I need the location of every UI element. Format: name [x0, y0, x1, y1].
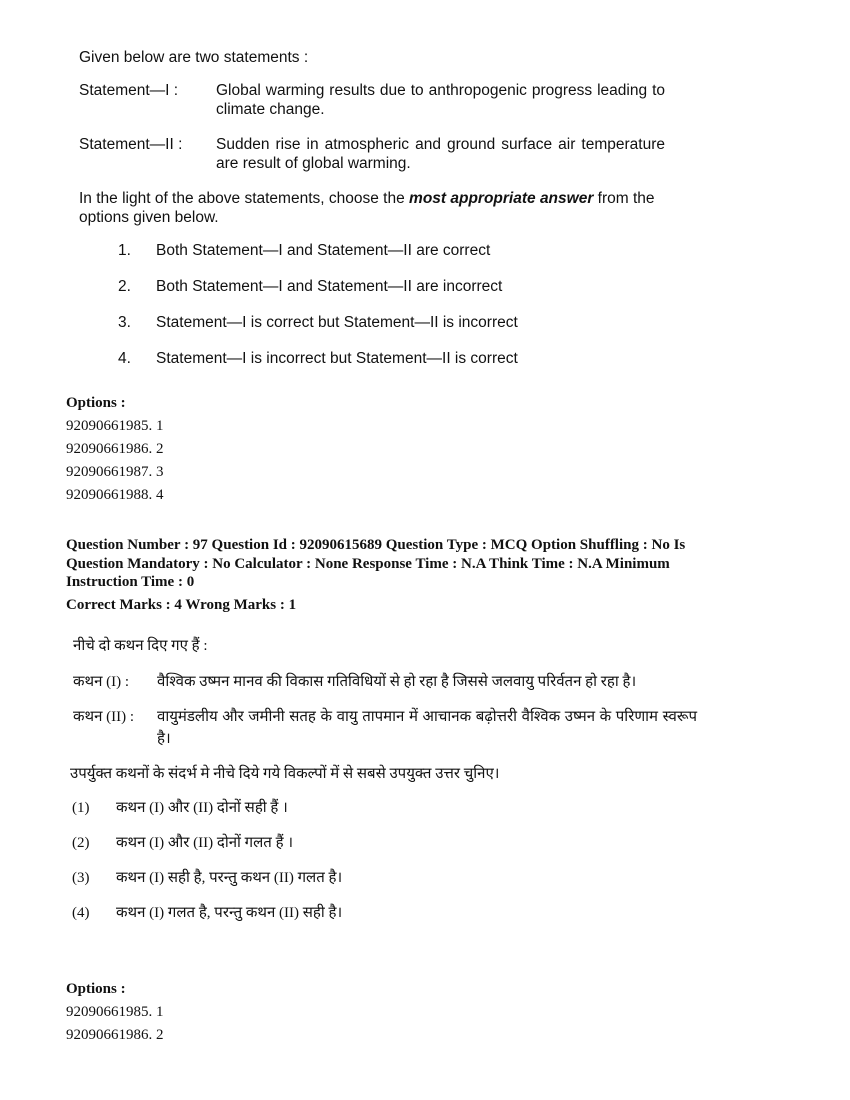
- question-instruction: उपर्युक्त कथनों के संदर्भ मे नीचे दिये गये विकल्पों में से सबसे उपयुक्त उत्तर चुनिए।: [70, 766, 500, 782]
- option-number: 1.: [118, 242, 131, 259]
- answer-options: [118, 241, 679, 385]
- marks-line: Correct Marks : 4 Wrong Marks : 1: [66, 596, 297, 613]
- option-number: 2.: [118, 278, 131, 295]
- option-number: (3): [72, 870, 90, 886]
- option-number: 3.: [118, 314, 131, 331]
- answer-options: [73, 797, 703, 937]
- statement-text: वायुमंडलीय और जमीनी सतह के वायु तापमान में आचानक बढ़ोत्तरी वैश्विक उष्मन के परिणाम स्वरूप है।: [157, 709, 697, 747]
- metadata-line: Question Mandatory : No Calculator : None Response Time : N.A Think Time : N.A Minimum: [66, 555, 670, 572]
- option-text: कथन (I) और (II) दोनों गलत हैं ।: [116, 835, 294, 851]
- answer-option: [118, 349, 679, 385]
- instruction-text: In the light of the above statements, choose the: [79, 190, 410, 207]
- answer-option: [118, 313, 679, 349]
- metadata-line: Instruction Time : 0: [66, 574, 195, 590]
- answer-option: [72, 797, 703, 832]
- statement-2: [73, 706, 703, 750]
- statement-label: कथन (II) :: [73, 709, 135, 725]
- statement-text: Global warming results due to anthropogenic progress leading to climate change.: [216, 82, 665, 118]
- statement-2: [79, 135, 679, 173]
- option-id: 92090661987. 3: [66, 464, 164, 480]
- statement-label: कथन (I) :: [73, 674, 130, 690]
- answer-option: [118, 241, 679, 277]
- option-number: (1): [72, 800, 90, 816]
- option-text: कथन (I) और (II) दोनों सही हैं ।: [116, 800, 288, 816]
- option-text: Both Statement—I and Statement—II are incorrect: [156, 278, 503, 295]
- option-text: Statement—I is correct but Statement—II is incorrect: [156, 314, 518, 331]
- option-number: (2): [72, 835, 90, 851]
- question-instruction: [79, 189, 669, 227]
- option-ids-block: [66, 978, 164, 1047]
- question-97-block: [70, 635, 703, 937]
- options-heading: Options :: [66, 395, 126, 411]
- metadata-line: Question Number : 97 Question Id : 92090615689 Question Type : MCQ Option Shuffling : No Is: [66, 537, 686, 553]
- instruction-emphasis: most appropriate answer: [409, 190, 594, 207]
- statement-1: [73, 671, 703, 693]
- option-text: Both Statement—I and Statement—II are correct: [156, 242, 491, 259]
- answer-option: [72, 902, 703, 937]
- answer-option: [118, 277, 679, 313]
- answer-option: [72, 867, 703, 902]
- option-ids-block: [66, 392, 164, 507]
- option-id: 92090661986. 2: [66, 441, 164, 457]
- question-97-metadata: [66, 536, 685, 614]
- question-intro: Given below are two statements :: [79, 49, 309, 66]
- answer-option: [72, 832, 703, 867]
- statement-label: Statement—II :: [79, 136, 183, 153]
- option-text: कथन (I) गलत है, परन्तु कथन (II) सही है।: [116, 905, 343, 921]
- statement-1: [79, 81, 679, 119]
- statement-label: Statement—I :: [79, 82, 179, 99]
- question-96-block: [79, 48, 679, 385]
- instruction-text: from the options given below.: [79, 190, 655, 226]
- option-id: 92090661985. 1: [66, 418, 164, 434]
- statement-text: वैश्विक उष्मन मानव की विकास गतिविधियों से हो रहा है जिससे जलवायु परिर्वतन हो रहा है।: [157, 674, 637, 690]
- option-id: 92090661985. 1: [66, 1004, 164, 1020]
- option-number: (4): [72, 905, 90, 921]
- option-number: 4.: [118, 350, 131, 367]
- question-intro: नीचे दो कथन दिए गए हैं :: [73, 638, 208, 654]
- option-id: 92090661986. 2: [66, 1027, 164, 1043]
- option-text: कथन (I) सही है, परन्तु कथन (II) गलत है।: [116, 870, 343, 886]
- statement-text: Sudden rise in atmospheric and ground surface air temperature are result of global warming.: [216, 136, 665, 172]
- option-id: 92090661988. 4: [66, 487, 164, 503]
- option-text: Statement—I is incorrect but Statement—II is correct: [156, 350, 518, 367]
- options-heading: Options :: [66, 981, 126, 997]
